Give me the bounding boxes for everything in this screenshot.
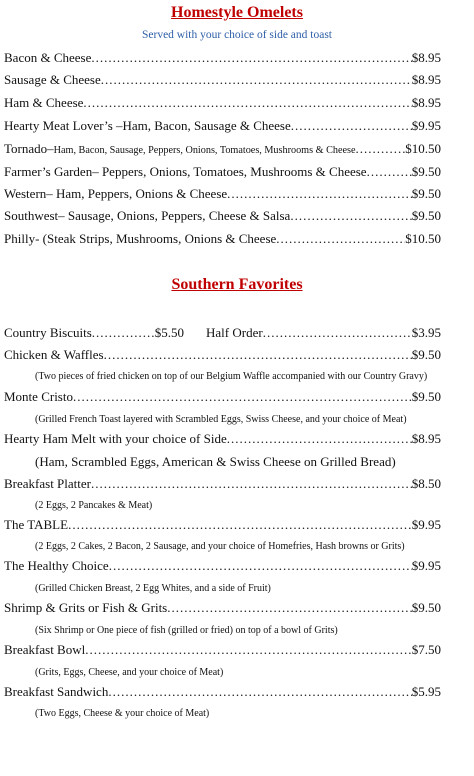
- item-name: Breakfast Platter: [4, 476, 91, 491]
- item-name: Hearty Meat Lover’s –Ham, Bacon, Sausage & Cheese: [4, 118, 291, 133]
- leader-dots: [104, 347, 412, 363]
- omelets-subtitle: Served with your choice of side and toast: [141, 29, 333, 41]
- item-name: Southwest– Sausage, Onions, Peppers, Cheese & Salsa: [4, 208, 291, 223]
- item-description: (Two Eggs, Cheese & your choice of Meat): [35, 708, 210, 719]
- leader-dots: [356, 141, 406, 157]
- item-description: (Grilled Chicken Breast, 2 Egg Whites, and a side of Fruit): [35, 583, 271, 594]
- half-order-price: $3.95: [411, 325, 441, 340]
- menu-item-ham-melt: [4, 431, 441, 447]
- item-price: $5.50: [154, 325, 185, 340]
- menu-item-philly: [4, 231, 441, 247]
- menu-item-bacon-cheese: [4, 50, 441, 66]
- menu-item-southwest: [4, 208, 441, 224]
- item-name-detail: Ham, Bacon, Sausage, Peppers, Onions, Tomatoes, Mushrooms & Cheese: [53, 145, 356, 156]
- item-price: $9.95: [411, 118, 441, 133]
- item-name: Ham & Cheese: [4, 95, 84, 110]
- menu-item-breakfast-bowl: [4, 642, 441, 658]
- item-price: $8.95: [411, 95, 441, 110]
- item-name: Farmer’s Garden– Peppers, Onions, Tomatoes, Mushrooms & Cheese: [4, 164, 367, 179]
- item-name: The Healthy Choice: [4, 558, 109, 573]
- menu-item-western: [4, 186, 441, 202]
- item-name: Breakfast Sandwich: [4, 684, 109, 699]
- menu-item-meat-lovers: [4, 118, 441, 134]
- item-name: Philly- (Steak Strips, Mushrooms, Onions & Cheese: [4, 231, 277, 246]
- leader-dots: [367, 164, 412, 180]
- item-name-lead: Tornado–: [4, 141, 54, 156]
- leader-dots: [276, 231, 405, 247]
- leader-dots: [91, 50, 411, 66]
- leader-dots: [109, 558, 412, 574]
- menu-item-ham-cheese: [4, 95, 441, 111]
- menu-item-healthy-choice: [4, 558, 441, 574]
- leader-dots: [263, 325, 412, 341]
- southern-title: Southern Favorites: [171, 276, 303, 293]
- item-price: $9.50: [411, 208, 441, 223]
- item-price: $9.50: [411, 186, 441, 201]
- item-name: Country Biscuits: [4, 325, 92, 340]
- item-description: (Grilled French Toast layered with Scrambled Eggs, Swiss Cheese, and your choice of Meat): [35, 414, 407, 425]
- half-order-name: Half Order: [206, 325, 263, 340]
- leader-dots: [227, 431, 412, 447]
- leader-dots: [167, 600, 412, 616]
- item-price: $5.95: [411, 684, 441, 699]
- item-name: The TABLE: [4, 517, 69, 532]
- menu-item-breakfast-platter: [4, 476, 441, 492]
- menu-item-the-table: [4, 517, 441, 533]
- item-name: Shrimp & Grits or Fish & Grits: [4, 600, 168, 615]
- leader-dots: [91, 476, 412, 492]
- item-price: $7.50: [411, 642, 441, 657]
- item-price: $9.50: [411, 164, 441, 179]
- item-price: $9.50: [411, 389, 441, 404]
- item-price: $9.95: [411, 558, 441, 573]
- menu-item-sausage-cheese: [4, 72, 441, 88]
- item-description: (2 Eggs, 2 Pancakes & Meat): [35, 500, 153, 511]
- item-price: $8.50: [411, 476, 441, 491]
- item-price: $10.50: [405, 231, 441, 246]
- item-price: $9.50: [411, 600, 441, 615]
- leader-dots: [108, 684, 411, 700]
- item-price: $9.50: [411, 347, 441, 362]
- leader-dots: [101, 72, 412, 88]
- item-price: $9.95: [411, 517, 441, 532]
- menu-item-farmers-garden: [4, 164, 441, 180]
- item-price: $10.50: [405, 141, 441, 156]
- item-name: Bacon & Cheese: [4, 50, 92, 65]
- leader-dots: [227, 186, 412, 202]
- item-name: Western– Ham, Peppers, Onions & Cheese: [4, 186, 228, 201]
- item-name: Sausage & Cheese: [4, 72, 101, 87]
- item-price: $8.95: [411, 50, 441, 65]
- leader-dots: [290, 208, 411, 224]
- leader-dots: [291, 118, 412, 134]
- leader-dots: [83, 95, 411, 111]
- item-price: $8.95: [411, 72, 441, 87]
- menu-item-shrimp-grits: [4, 600, 441, 616]
- leader-dots: [73, 389, 412, 405]
- item-description: (Six Shrimp or One piece of fish (grilled or fried) on top of a bowl of Grits): [35, 625, 338, 636]
- item-name: Breakfast Bowl: [4, 642, 86, 657]
- item-name: Chicken & Waffles: [4, 347, 104, 362]
- menu-item-tornado: [4, 141, 441, 159]
- item-description: (Ham, Scrambled Eggs, American & Swiss Cheese on Grilled Bread): [35, 454, 396, 469]
- menu-item-country-biscuits: [4, 325, 441, 341]
- item-description: (Grits, Eggs, Cheese, and your choice of Meat): [35, 667, 224, 678]
- item-name: Hearty Ham Melt with your choice of Side: [4, 431, 227, 446]
- leader-dots: [68, 517, 412, 533]
- item-name: Monte Cristo: [4, 389, 73, 404]
- menu-item-chicken-waffles: [4, 347, 441, 363]
- menu-item-monte-cristo: [4, 389, 441, 405]
- omelets-title: Homestyle Omelets: [171, 4, 303, 21]
- leader-dots: [85, 642, 412, 658]
- item-description: (Two pieces of fried chicken on top of our Belgium Waffle accompanied with our Country Gravy): [35, 371, 428, 382]
- item-price: $8.95: [411, 431, 441, 446]
- leader-dots: [92, 325, 155, 341]
- item-description: (2 Eggs, 2 Cakes, 2 Bacon, 2 Sausage, and your choice of Homefries, Hash browns or Grits): [35, 541, 405, 552]
- menu-item-breakfast-sandwich: [4, 684, 441, 700]
